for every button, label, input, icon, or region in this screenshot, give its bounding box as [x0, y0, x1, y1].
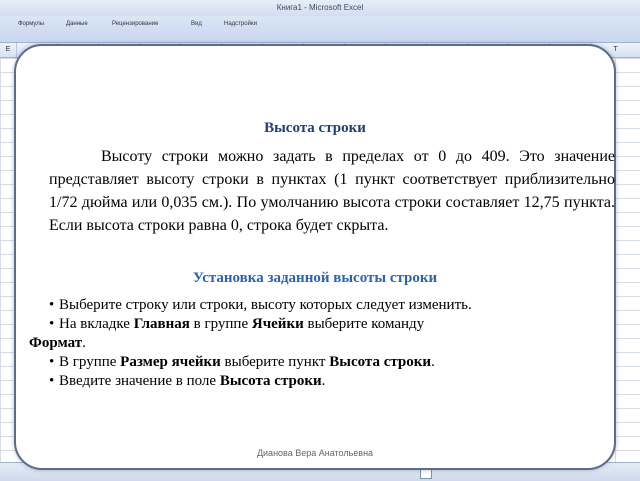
step-3-pre: В группе [59, 354, 121, 370]
step-3-bold-rowheight: Высота строки [329, 354, 432, 370]
slide-card [14, 44, 616, 470]
slide-footer-author: Дианова Вера Анатольевна [256, 448, 374, 458]
ribbon-tab-view[interactable]: Вид [191, 21, 202, 27]
step-2-bold-cells: Ячейки [251, 316, 304, 332]
step-2-bold-home: Главная [133, 316, 190, 332]
step-2-mid: в группе [189, 316, 252, 332]
list-item [49, 353, 615, 372]
window-titlebar [0, 0, 640, 16]
slide-paragraph: Высоту строки можно задать в пределах от 0 до 409. Это значение представляет высоту строки в пунктах (1 пункт соответствует приблизительно 1/72 дюйма или 0,035 см.). По умолчанию высота строки составляет 12,75 пункта. Если высота строки равна 0, строка будет скрыта. [49, 148, 615, 234]
steps-list [29, 296, 615, 391]
step-2-end: . [82, 335, 86, 351]
column-header-t[interactable]: T [613, 46, 618, 53]
ribbon [0, 16, 640, 43]
ribbon-tab-addins[interactable]: Надстройки [224, 21, 257, 27]
bullet-icon: • [49, 297, 55, 313]
ribbon-tab-data[interactable]: Данные [66, 21, 88, 27]
step-4-pre: Введите значение в поле [59, 373, 220, 389]
slide-title: Высота строки [264, 120, 366, 136]
list-item-continuation [29, 334, 615, 353]
window-title: Книга1 - Microsoft Excel [276, 3, 364, 12]
bullet-icon: • [49, 354, 55, 370]
step-2-bold-format: Формат [29, 335, 83, 351]
step-3-end: . [431, 354, 435, 370]
bullet-icon: • [49, 316, 55, 332]
step-4-end: . [321, 373, 326, 389]
step-3-mid: выберите пункт [220, 354, 330, 370]
list-item [49, 296, 615, 315]
ribbon-tab-review[interactable]: Рецензирование [112, 21, 159, 27]
step-4-bold-rowheight: Высота строки [219, 373, 322, 389]
list-item [49, 315, 615, 334]
step-1-text: Выберите строку или строки, высоту которых следует изменить. [59, 297, 472, 313]
ribbon-tab-formulas[interactable]: Формулы [18, 21, 45, 27]
step-2-pre: На вкладке [59, 316, 134, 332]
list-item [49, 372, 615, 391]
slide-subtitle: Установка заданной высоты строки [192, 270, 438, 286]
step-3-bold-cellsize: Размер ячейки [120, 354, 221, 370]
step-2-post: выберите команду [303, 316, 425, 332]
column-header-e[interactable]: E [0, 43, 17, 57]
bullet-icon: • [49, 373, 55, 389]
